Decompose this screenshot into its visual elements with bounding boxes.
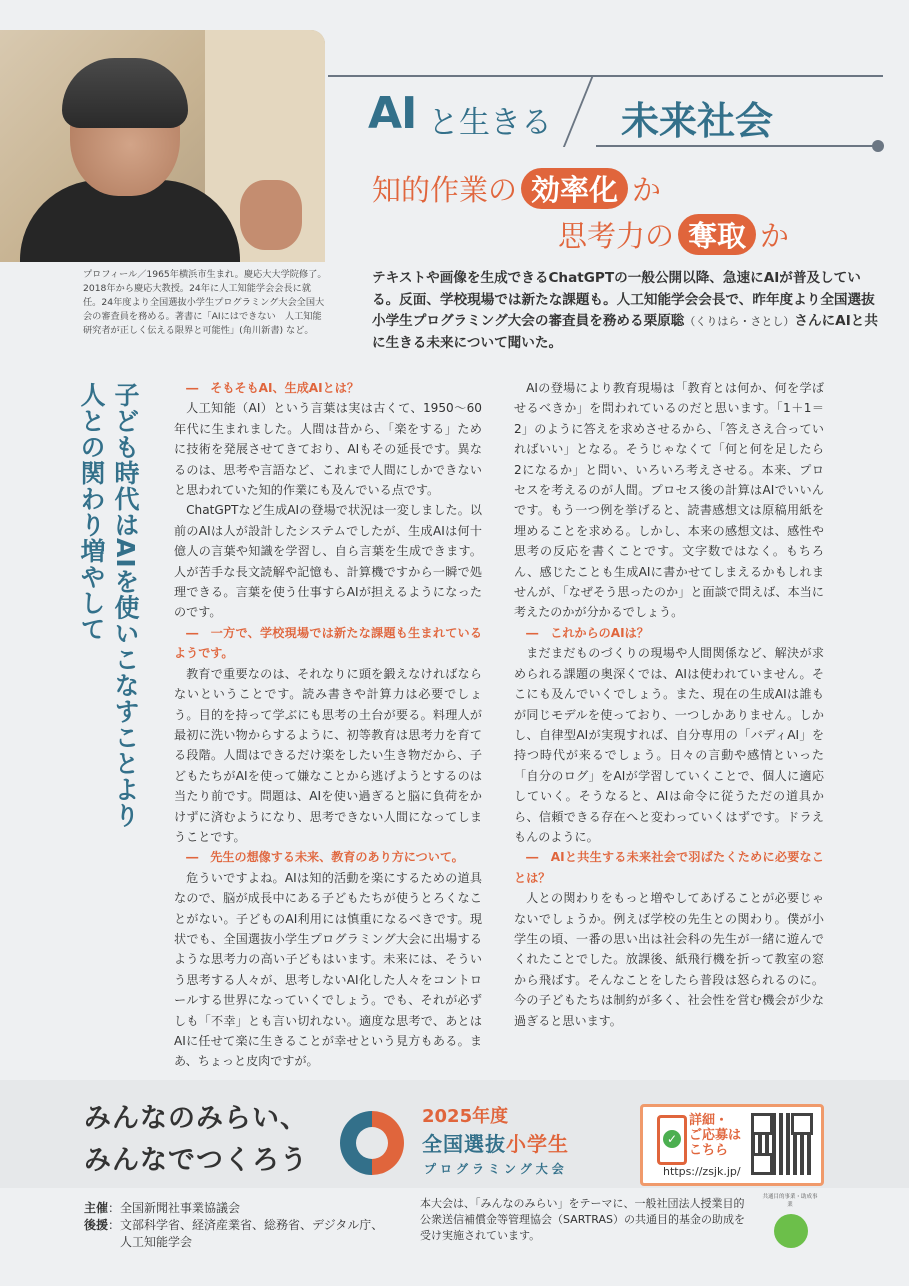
- event-subname: プログラミング大会: [424, 1162, 568, 1176]
- headline-right: 人との関わり増やして: [77, 382, 106, 642]
- title-ai: AI: [368, 88, 417, 139]
- paragraph: 教育で重要なのは、それなりに頭を鍛えなければならないということです。読み書きや計算力は必要でしょう。目的を持って学ぶにも思考の土台が要る。料理人が最初に洗い物からするように、初等教育は思考力を育てる段階。人間はできるだけ楽をしたい生き物だから、子どもたちがAIを使って嫌なことから逃げようとするのは当たり前です。問題は、AIを使い過ぎると脳に負荷をかけずに済むようになり、思考できない人間になってしまうことです。: [174, 666, 482, 844]
- question: ― そもそもAI、生成AIとは？: [186, 381, 359, 395]
- paragraph: まだまだものづくりの現場や人間関係など、解決が求められる課題の奥深くでは、AIは使われていません。そこにも及んでいくでしょう。また、現在の生成AIは誰もが同じモデルを使っており、一つしかありません。しかし、自律型AIが実現すれば、自分専用の「バディAI」を持つ時代が来るでしょう。日々の言動や感情といった「自分のログ」をAIが学習していくことで、個人に適応していく。そうなると、AIは命令に従うただの道具から、信頼できる存在へと変わっていくはずです。ドラえもんのように。: [514, 646, 824, 844]
- qr-code-icon[interactable]: [751, 1113, 813, 1175]
- question: ― 先生の想像する未来、教育のあり方について。: [186, 850, 464, 865]
- check-icon: ✓: [663, 1130, 681, 1148]
- paragraph: ChatGPTなど生成AIの登場で状況は一変しました。以前のAIは人が設計したシステムでしたが、生成AIは何十億人の言葉や知識を学習し、自ら言葉を生成できます。人が苦手な長文読解や記憶も、計算機ですから一瞬で処理できる。言葉を使う仕事すらAIが担えるようになったのです。: [174, 503, 482, 620]
- apply-text: 詳細・ ご応募は こちら: [689, 1113, 742, 1158]
- profile-text: プロフィール／1965年横浜市生まれ。慶応大大学院修了。2018年から慶応大教授。24年に人工知能学会会長に就任。24年度より全国選抜小学生プログラミング大会全国大会の審査員を務める。著書に「AIにはできない 人工知能研究者が正しく伝える限界と可能性」(角川新書) など。: [83, 269, 327, 336]
- paragraph: 危ういですよね。AIは知的活動を楽にするための道具なので、脳が成長中にある子どもたちが使うとろくなことがない。子どものAI利用には慎重になるべきです。現状でも、全国選抜小学生プログラミング大会に出場するような思考力の高い子どもはいます。未来には、そういう思考する人々が、思考しないAI化した人々をコントロールする世界になっていくでしょう。でも、それが必ずしも「不幸」とも言い切れない。適度な思考で、あとはAIに任せて楽に生きることが幸せという見方もある。まあ、ちょっと皮肉ですが。: [174, 870, 482, 1069]
- title-rule: [328, 75, 883, 77]
- paragraph: AIの登場により教育現場は「教育とは何か、何を学ばせるべきか」を問われているのだと思います。「1＋1＝2」のように答えを求めさせるから、「答えさえ合っていればいい」となる。そうじゃなくて「何と何を足したら2になるか」と問い、いろいろ考えさせる。本来、プロセスを考えるのが人間。プロセス後の計算はAIでいいんです。もう一つ例を挙げると、読書感想文は原稿用紙を埋めることを求める。しかし、本来の感想文は、感性や思考の反応を書くことです。文字数ではなく。もちろん、感じたことも生成AIに書かせてしまえるかもしれませんが、「なぜそう思ったのか」と面談で問えば、本当に考えたのかが分かるでしょう。: [514, 381, 824, 620]
- question: ― AIと共生する未来社会で羽ばたくために必要なことは？: [514, 850, 824, 885]
- title-to: と生きる: [428, 105, 552, 141]
- sartras-logo-icon: 共通目的事業・助成事業: [760, 1192, 820, 1262]
- title-slash: [563, 75, 594, 147]
- question: ― 一方で、学校現場では新たな課題も生まれているようです。: [174, 625, 482, 661]
- subtitle-line1: 知的作業の 効率化 か: [372, 168, 661, 209]
- paragraph: 人との関わりをもっと増やしてあげることが必要じゃないでしょうか。例えば学校の先生との関わり。僕が小学生の頃、一番の思い出は社会科の先生が一緒に遊んでくれたことでした。放課後、紙飛行機を折って教室の窓から飛ばす。そんなことをしたら普段は怒られるのに。今の子どもたちは制約が多く、社会性を営む機会が少な過ぎると思います。: [514, 891, 824, 1028]
- slogan: みんなのみらい、 みんなでつくろう: [84, 1103, 308, 1176]
- event-name: 全国選抜小学生: [422, 1132, 569, 1156]
- event-logo-icon: [336, 1107, 408, 1179]
- apply-qr-box[interactable]: [640, 1104, 824, 1186]
- title-dot: [872, 140, 884, 152]
- apply-url[interactable]: https://zsjk.jp/: [663, 1165, 741, 1178]
- lead-paragraph: テキストや画像を生成できるChatGPTの一般公開以降、急速にAIが普及している。反面、学校現場では新たな課題も。人工知能学会会長で、昨年度より全国選抜小学生プログラミング大会の審査員を務める栗原聡（くりはら・さとし）さんにAIと共に生きる未来について聞いた。: [372, 270, 878, 351]
- question: ― これからのAIは？: [526, 625, 649, 640]
- headline-left: 子ども時代はAIを使いこなすことより: [111, 382, 140, 829]
- paragraph: 人工知能（AI）という言葉は実は古くて、1950〜60年代に生まれました。人間は昔から、「楽をする」ために技術を発展させてきており、AIもその延長です。異なるのは、思考や言語など、これまで人間にしかできないと思われていた知的作業にも及んでいる点です。: [174, 401, 482, 498]
- portrait-photo: [0, 30, 325, 262]
- article-column-2: [514, 378, 824, 1031]
- title-rule-lower: [596, 145, 881, 147]
- subtitle-line2: 思考力の 奪取 か: [558, 214, 789, 255]
- event-year: 2025年度: [422, 1106, 509, 1127]
- title-mirai: 未来社会: [621, 99, 774, 143]
- grant-note: 本大会は、「みんなのみらい」をテーマに、一般社団法人授業目的公衆送信補償金等管理協会（SARTRAS）の共通目的基金の助成を受け実施されています。: [420, 1197, 745, 1242]
- organizers: 主催：全国新聞社事業協議会 後援：文部科学省、経済産業省、総務省、デジタル庁、 人工知能学会: [84, 1201, 384, 1249]
- smartphone-icon: [657, 1115, 687, 1165]
- article-column-1: [174, 378, 482, 1072]
